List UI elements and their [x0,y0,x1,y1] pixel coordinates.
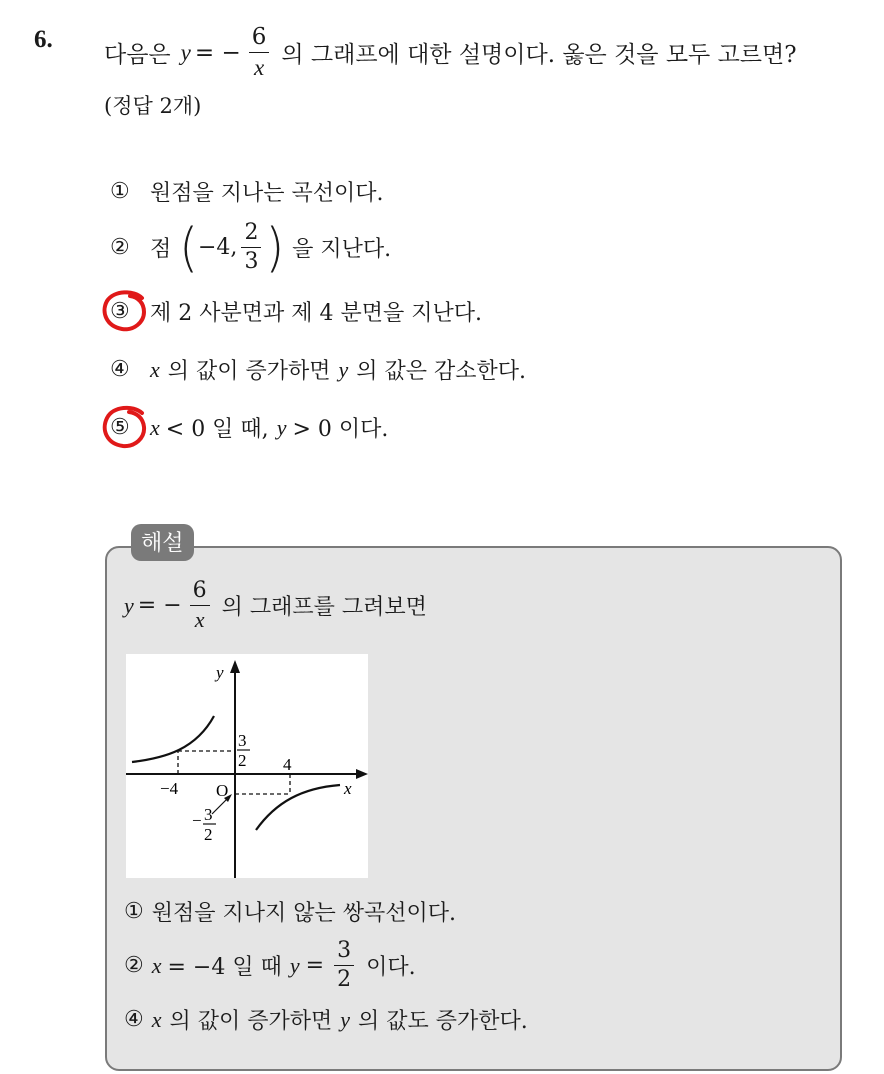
origin-label: O [216,781,229,800]
question-equals: = − [194,39,241,66]
fraction-numerator: 6 [190,580,210,606]
x-axis-label: x [344,779,352,798]
choice-2[interactable] [110,216,392,279]
curve-second-quadrant [132,716,214,762]
solution-eq-suffix: 의 그래프를 그려보면 [221,595,427,620]
y-axis-label: y [216,663,224,682]
choice-text: 제 2 사분면과 제 4 분면을 지난다. [150,301,482,326]
curve-fourth-quadrant [256,785,340,830]
question-fraction [249,26,270,79]
var-x: x [151,952,162,978]
graph-svg [126,654,368,878]
point-fraction [241,222,261,273]
choice-pre: 점 [150,237,172,262]
choice-text-1: 의 값이 증가하면 [167,359,331,384]
choice-number: ⑤ [110,415,130,440]
var-x: x [150,356,160,382]
question-var-y: y [180,39,191,65]
question-suffix: 의 그래프에 대한 설명이다. 옳은 것을 모두 고르면? [281,42,797,68]
var-y: y [338,356,349,382]
fraction-denominator: 3 [244,249,259,274]
explanation-number: ④ [124,1007,144,1032]
explanation-text-1: 의 값이 증가하면 [169,1009,333,1034]
explanation-number: ② [124,953,144,978]
explanation-text-2: 의 값도 증가한다. [358,1009,528,1034]
point-x: −4, [198,235,238,260]
explanation-text: 원점을 지나지 않는 쌍곡선이다. [151,901,456,926]
choice-text-2: 의 값은 감소한다. [356,359,527,384]
explanation-fraction [334,940,354,991]
fraction-denominator: x [253,55,265,80]
question-stem [104,26,797,79]
choice-5[interactable] [110,412,388,443]
explanation-4 [124,1004,528,1035]
solution-var-y: y [124,592,134,618]
explanation-2 [124,940,416,991]
var-y: y [276,414,287,440]
choice-number: ② [110,235,130,260]
pos-fraction-denominator: 2 [238,751,247,770]
solution-equation [124,580,427,631]
choice-number: ① [110,179,130,204]
explanation-text-2: 이다. [366,955,416,980]
fraction-denominator: x [194,607,205,632]
fraction-numerator: 3 [334,940,354,966]
choice-number: ③ [110,299,130,324]
explanation-equals: = [305,953,325,978]
choice-text-2: > 0 이다. [292,417,389,442]
var-y: y [289,952,300,978]
fraction-numerator: 6 [249,26,270,53]
solution-equals: = − [137,593,182,618]
fraction-denominator: 2 [337,967,352,992]
tick-label-neg4: −4 [160,779,179,798]
left-paren: ( [179,216,198,279]
var-x: x [151,1006,162,1032]
hyperbola-graph [126,654,368,878]
choice-text: 원점을 지나는 곡선이다. [150,181,384,206]
x-axis-arrow [356,769,368,779]
choice-3[interactable] [110,296,482,327]
question-number: 6. [34,26,53,53]
solution-fraction [190,580,210,631]
solution-tag: 해설 [131,524,194,561]
choice-text-1: < 0 일 때, [165,417,269,442]
y-axis-arrow [230,660,240,673]
var-y: y [340,1006,351,1032]
explanation-number: ① [124,899,144,924]
neg-fraction-numerator: 3 [204,805,213,824]
question-prefix: 다음은 [104,42,171,68]
tick-label-4: 4 [283,755,292,774]
choice-post: 을 지난다. [292,237,392,262]
neg-fraction-sign: − [192,811,202,830]
choice-number: ④ [110,357,130,382]
choice-1[interactable] [110,176,384,207]
fraction-numerator: 2 [241,222,261,248]
right-paren: ) [265,216,285,279]
var-x: x [150,414,160,440]
answer-count-note: (정답 2개) [104,94,202,118]
choice-4[interactable] [110,354,526,385]
explanation-text-1: = −4 일 때 [167,955,282,980]
pos-fraction-numerator: 3 [238,731,247,750]
explanation-1 [124,896,456,927]
neg-fraction-denominator: 2 [204,825,213,844]
